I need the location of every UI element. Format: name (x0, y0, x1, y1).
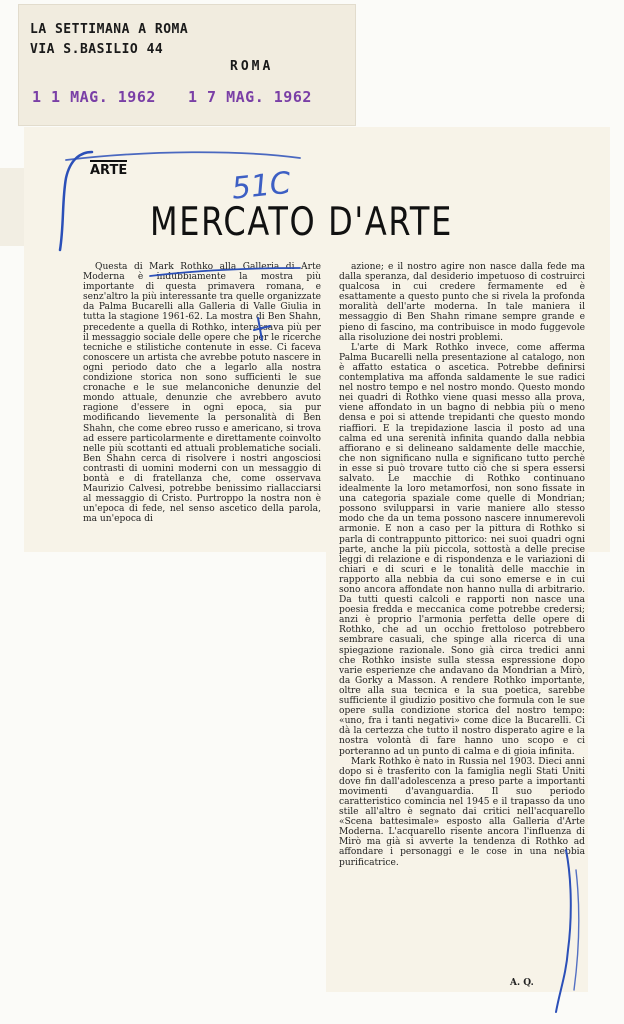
column2-paragraph-2: L'arte di Mark Rothko invece, come afferma Palma Bucarelli nella presentazione al catalogo, non è affatto estatica o ascetica. Potrebbe definirsi contemplativa ma affonda saldamente le sue radici nel nostro tempo e nel nostro mondo. Questo mondo nei quadri di Rothko viene quasi messo alla prova, viene affondato in un bagno di nebbia più o meno densa e poi si attende trepidanti che questo mondo riaffiori. E la trepidazione lascia il posto ad una calma ed una serenità infinita quando dalla nebbia affiorano e si delineano saldamente delle macchie, che non significano nulla e significano tutto perchè in esse si può trovare tutto ciò che si spera essersi salvato. Le macchie di Rothko continuano idealmente la loro metamorfosi, non sono fissate in una categoria spaziale come quelle di Mondrian; possono svilupparsi in varie maniere allo stesso modo che da un tema possono nascere innumerevoli armonie. E non a caso per la pittura di Rothko si parla di contrappunto pittorico: nei suoi quadri ogni parte, anche la più piccola, sottostà a delle precise leggi di relazione e di rispondenza e le variazioni di chiari e di scuri e le tonalità delle macchie in rapporto alla nebbia da cui sono emerse e in cui sono ancora affondate non hanno nulla di arbitrario. Da tutti questi calcoli e rapporti non nasce una poesia fredda e meccanica come potrebbe credersi; anzi è proprio l'armonia perfetta delle opere di Rothko, che ad un occhio frettoloso potrebbero sembrare casuali, che spinge alla ricerca di una spiegazione razionale. Sono già circa tredici anni che Rothko insiste sulla stessa espressione dopo varie esperienze che andavano da Mondrian a Mirò, da Gorky a Masson. A rendere Rothko importante, oltre alla sua tecnica e la sua poetica, sarebbe sufficiente il giudizio positivo che formula con le sue opere sulla condizione storica del nostro tempo: «uno, fra i tanti negativi» come dice la Bucarelli. Ci dà la certezza che tutto il nostro disperato agire e la nostra volontà di fare hanno uno scopo e ci porteranno ad un punto di calma e di gioia infinita. (339, 342, 585, 757)
date-stamp-1: 1 1 MAG. 1962 (32, 88, 156, 106)
column2-paragraph-1: azione; e il nostro agire non nasce dalla fede ma dalla speranza, dal desiderio impetuoso di costruirci qualcosa in cui credere fermamente ed è esattamente a questo punto che si rivela la profonda moralità dell'arte moderna. In tale maniera il messaggio di Ben Shahn rimane sempre grande e pieno di fascino, ma contribuisce in modo fuggevole alla risoluzione dei nostri problemi. (339, 262, 585, 343)
author-signature: A. Q. (510, 978, 534, 988)
pencil-bracket-icon (60, 152, 92, 250)
publication-name: LA SETTIMANA A ROMA (30, 22, 189, 37)
column2-paragraph-3: Mark Rothko è nato in Russia nel 1903. Dieci anni dopo si è trasferito con la famiglia negli Stati Uniti dove fin dall'adolescenza a preso parte a importanti movimenti d'avanguardia. Il suo periodo caratteristico comincia nel 1945 e il trapasso da uno stile all'altro è segnato dai critici nell'acquarello «Scena battesimale» esposto alla Galleria d'Arte Moderna. L'acquarello risente ancora l'influenza di Mirò ma già si avverte la tendenza di Rothko ad affondare i personaggi e le cose in una nebbia purificatrice. (339, 756, 585, 868)
column1-paragraph: Questa di Mark Rothko alla Galleria di Arte Moderna è indubbiamente la mostra più importante di questa primavera romana, e senz'altro la più interessante tra quelle organizzate da Palma Bucarelli alla Galleria di Valle Giulia in tutta la stagione 1961-62. La mostra di Ben Shahn, precedente a quella di Rothko, interessava più per il messaggio sociale delle opere che per le ricerche tecniche e stilistiche contenute in esse. Ci faceva conoscere un artista che avrebbe potuto nascere in ogni periodo dato che a legarlo alla nostra condizione storica non sono sufficienti le sue cronache e le sue melanconiche denunzie del mondo attuale, denunzie che avrebbero avuto ragione d'essere in ogni epoca, sia pur modificando lievemente la personalità di Ben Shahn, che come ebreo russo e americano, si trova ad essere particolarmente e direttamente coinvolto nelle più scottanti ed attuali problematiche sociali. Ben Shahn cerca di risolvere i nostri angosciosi contrasti di uomini moderni con un messaggio di bontà e di fratellanza che, come osservava Maurizio Calvesi, potrebbe benissimo riallacciarsi al messaggio di Cristo. Purtroppo la nostra non è un'epoca di fede, nel senso ascetico della parola, ma un'epoca di (83, 262, 321, 525)
pencil-margin-line-icon (556, 850, 571, 1012)
publication-city: ROMA (230, 59, 274, 74)
publication-address: VIA S.BASILIO 44 (30, 42, 164, 57)
pencil-mark-icon (254, 318, 270, 340)
pencil-underline-icon (150, 268, 300, 276)
handwritten-note: 51C (230, 165, 293, 207)
pencil-margin-line-2-icon (574, 870, 579, 990)
section-label: ARTE (90, 160, 127, 178)
pencil-arc-icon (66, 152, 300, 160)
date-stamp-2: 1 7 MAG. 1962 (188, 88, 312, 106)
article-headline: MERCATO D'ARTE (150, 200, 453, 245)
